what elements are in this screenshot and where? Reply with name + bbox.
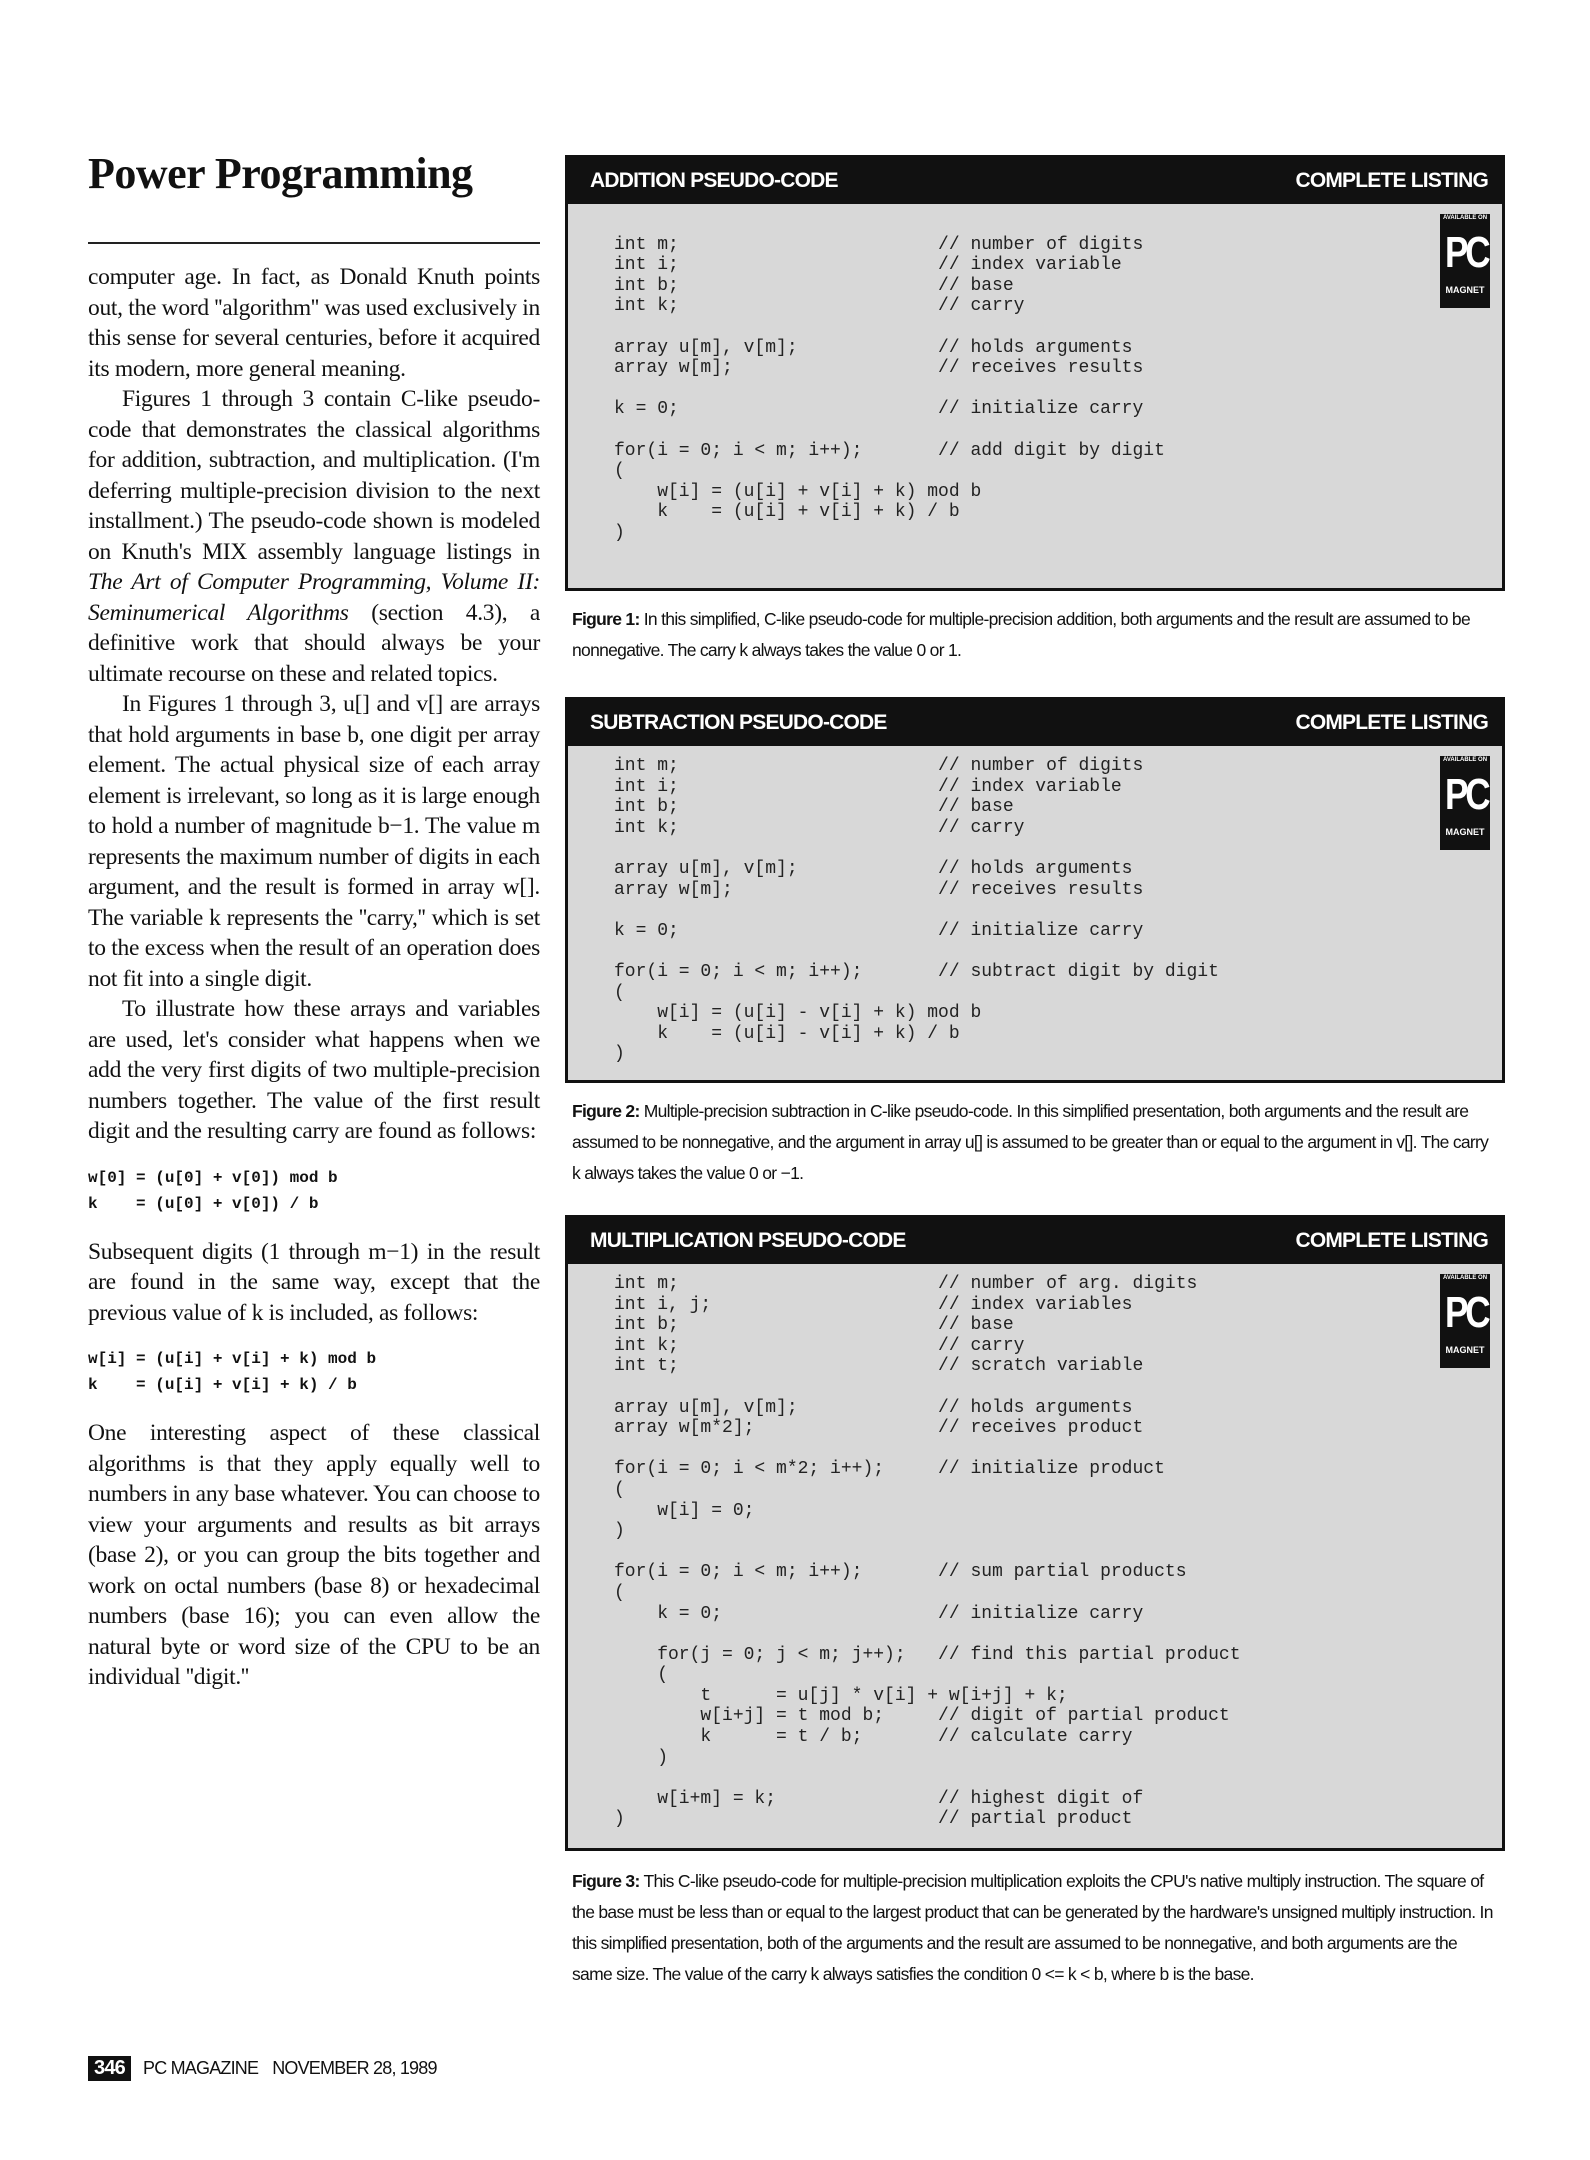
figure-2-listing (565, 697, 1505, 1083)
listing-title: ADDITION PSEUDO-CODE (590, 169, 838, 192)
text: Figures 1 through 3 contain C-like pseudo-code that demonstrates the classical algorithms for addition, subtraction, and multiplication. (I'm deferring multiple-precision division to the next installment.) The pseudo-code shown is modeled on Knuth's MIX assembly language listings in (88, 386, 540, 565)
pc-magnet-logo-icon: AVAILABLE ON PC MAGNET (1440, 1274, 1490, 1368)
inline-code: w[i] = (u[i] + v[i] + k) mod b k = (u[i] + v[i] + k) / b (88, 1350, 377, 1394)
code-line: w[i] = 0; (614, 1500, 755, 1521)
code-line: ) (614, 1521, 625, 1542)
code-line: for(i = 0; i < m; i++); // subtract digit by digit (614, 961, 1219, 982)
code-listing (614, 756, 1219, 1065)
paragraph: Subsequent digits (1 through m−1) in the result are found in the same way, except that the previous value of k is included, as follows: (88, 1238, 540, 1326)
code-line: int b; // base (614, 275, 1014, 296)
paragraph: One interesting aspect of these classical algorithms is that they apply equally well to numbers in any base whatever. You can choose to view your arguments and results as bit arrays (base 2), or you can group the bits together and work on octal numbers (base 8) or hexadecimal numbers (base 16); you can even allow the natural byte or word size of the CPU to be an individual ''digit.'' (88, 1420, 540, 1690)
paragraph: In Figures 1 through 3, u[] and v[] are arrays that hold arguments in base b, one digit per array element. The actual physical size of each array element is irrelevant, so long as it is large enough to hold a number of magnitude b−1. The value m represents the maximum number of digits in each argument, and the result is formed in array w[]. The variable k represents the ''carry,'' which is set to the excess when the result of an operation does not fit into a single digit. (88, 691, 540, 992)
text: (section 4.3), a definitive work that should always be your ultimate recourse on these and related topics. (88, 599, 541, 687)
listing-title: SUBTRACTION PSEUDO-CODE (590, 711, 887, 734)
listing-header (568, 1218, 1502, 1264)
code-line: ) // partial product (614, 1809, 1133, 1830)
code-line: k = (u[i] - v[i] + k) / b (614, 1023, 960, 1044)
code-line: k = 0; // initialize carry (614, 1603, 1144, 1624)
code-line: int i; // index variable (614, 776, 1122, 797)
figure-1-caption (572, 604, 1498, 666)
code-line: int b; // base (614, 797, 1014, 818)
figure-3-listing (565, 1215, 1505, 1851)
code-line: k = 0; // initialize carry (614, 920, 1144, 941)
code-line: int k; // carry (614, 817, 1025, 838)
listing-header (568, 158, 1502, 204)
listing-header (568, 700, 1502, 746)
code-line: array u[m], v[m]; // holds arguments (614, 337, 1133, 358)
book-title: The Art of Computer Programming, Volume II: Seminumerical Algorithms (88, 569, 540, 626)
complete-listing-label: COMPLETE LISTING (1295, 1229, 1488, 1252)
figure-3-caption (572, 1866, 1498, 1990)
code-line: int i; // index variable (614, 255, 1122, 276)
complete-listing-label: COMPLETE LISTING (1295, 169, 1488, 192)
figure-1-listing (565, 155, 1505, 591)
complete-listing-label: COMPLETE LISTING (1295, 711, 1488, 734)
code-line: k = 0; // initialize carry (614, 399, 1144, 420)
code-line: for(i = 0; i < m; i++); // sum partial products (614, 1562, 1187, 1583)
section-title: Power Programming (88, 149, 473, 198)
code-line: k = t / b; // calculate carry (614, 1727, 1133, 1748)
code-line: w[i+m] = k; // highest digit of (614, 1788, 1144, 1809)
code-line: array w[m]; // receives results (614, 879, 1144, 900)
code-line: int b; // base (614, 1315, 1014, 1336)
code-line: for(i = 0; i < m*2; i++); // initialize product (614, 1459, 1165, 1480)
code-area (568, 204, 1502, 574)
figure-2-caption (572, 1096, 1498, 1189)
code-line: for(j = 0; j < m; j++); // find this partial product (614, 1644, 1241, 1665)
code-line: ) (614, 1747, 669, 1768)
pc-magnet-logo-icon: AVAILABLE ON PC MAGNET (1440, 214, 1490, 308)
code-line: ) (614, 522, 625, 543)
page-footer (88, 2056, 451, 2081)
code-listing (614, 214, 1165, 564)
code-line: int m; // number of digits (614, 756, 1144, 776)
listing-title: MULTIPLICATION PSEUDO-CODE (590, 1229, 906, 1252)
code-line: array w[m]; // receives results (614, 358, 1144, 379)
caption-label: Figure 3: (572, 1871, 640, 1891)
code-line: ) (614, 1044, 625, 1065)
code-line: w[i] = (u[i] - v[i] + k) mod b (614, 1003, 982, 1024)
caption-text: Multiple-precision subtraction in C-like pseudo-code. In this simplified presentation, both arguments and the result are assumed to be nonnegative, and the argument in array u[] is assumed to be greater than or equal to the argument in v[]. The carry k always takes the value 0 or −1. (572, 1101, 1489, 1183)
paragraph (88, 384, 540, 689)
pc-magnet-logo-icon: AVAILABLE ON PC MAGNET (1440, 756, 1490, 850)
code-line: int m; // number of arg. digits (614, 1274, 1198, 1294)
code-line: int t; // scratch variable (614, 1356, 1144, 1377)
paragraph: computer age. In fact, as Donald Knuth points out, the word ''algorithm'' was used exclusively in this sense for several centuries, before it acquired its modern, more general meaning. (88, 264, 540, 382)
page-number: 346 (88, 2056, 131, 2081)
code-line: for(i = 0; i < m; i++); // add digit by digit (614, 440, 1165, 461)
article-column (88, 262, 540, 1693)
code-area (568, 746, 1502, 1075)
code-line: k = (u[i] + v[i] + k) / b (614, 502, 960, 523)
code-line: ( (614, 461, 625, 482)
magazine-name: PC MAGAZINE (142, 2058, 259, 2078)
caption-label: Figure 2: (572, 1101, 640, 1121)
code-line: int i, j; // index variables (614, 1294, 1133, 1315)
caption-text: This C-like pseudo-code for multiple-precision multiplication exploits the CPU's native multiply instruction. The square of the base must be less than or equal to the largest product that can be generated by the hardware's unsigned multiply instruction. In this simplified presentation, both of the arguments and the result are assumed to be nonnegative, and both arguments are the same size. The value of the carry k always satisfies the condition 0 <= k < b, where b is the base. (572, 1871, 1493, 1984)
code-line: ( (614, 1665, 669, 1686)
title-rule (88, 242, 540, 244)
code-line: t = u[j] * v[i] + w[i+j] + k; (614, 1685, 1068, 1706)
code-line: w[i+j] = t mod b; // digit of partial product (614, 1706, 1230, 1727)
code-line: w[i] = (u[i] + v[i] + k) mod b (614, 481, 982, 502)
code-line: ( (614, 1479, 625, 1500)
code-line: ( (614, 982, 625, 1003)
code-line: array u[m], v[m]; // holds arguments (614, 1397, 1133, 1418)
code-line: ( (614, 1582, 625, 1603)
code-line: int k; // carry (614, 1335, 1025, 1356)
code-line: array u[m], v[m]; // holds arguments (614, 858, 1133, 879)
caption-label: Figure 1: (572, 609, 640, 629)
code-line: int m; // number of digits (614, 234, 1144, 255)
code-area (568, 1264, 1502, 1840)
code-listing (614, 1274, 1241, 1830)
caption-text: In this simplified, C-like pseudo-code for multiple-precision addition, both arguments and the result are assumed to be nonnegative. The carry k always takes the value 0 or 1. (572, 609, 1470, 660)
paragraph: To illustrate how these arrays and variables are used, let's consider what happens when we add the very first digits of two multiple-precision numbers together. The value of the first result digit and the resulting carry are found as follows: (88, 996, 540, 1144)
issue-date: NOVEMBER 28, 1989 (272, 2058, 437, 2078)
code-line: int k; // carry (614, 296, 1025, 317)
code-line: array w[m*2]; // receives product (614, 1418, 1144, 1439)
inline-code: w[0] = (u[0] + v[0]) mod b k = (u[0] + v[0]) / b (88, 1168, 338, 1213)
